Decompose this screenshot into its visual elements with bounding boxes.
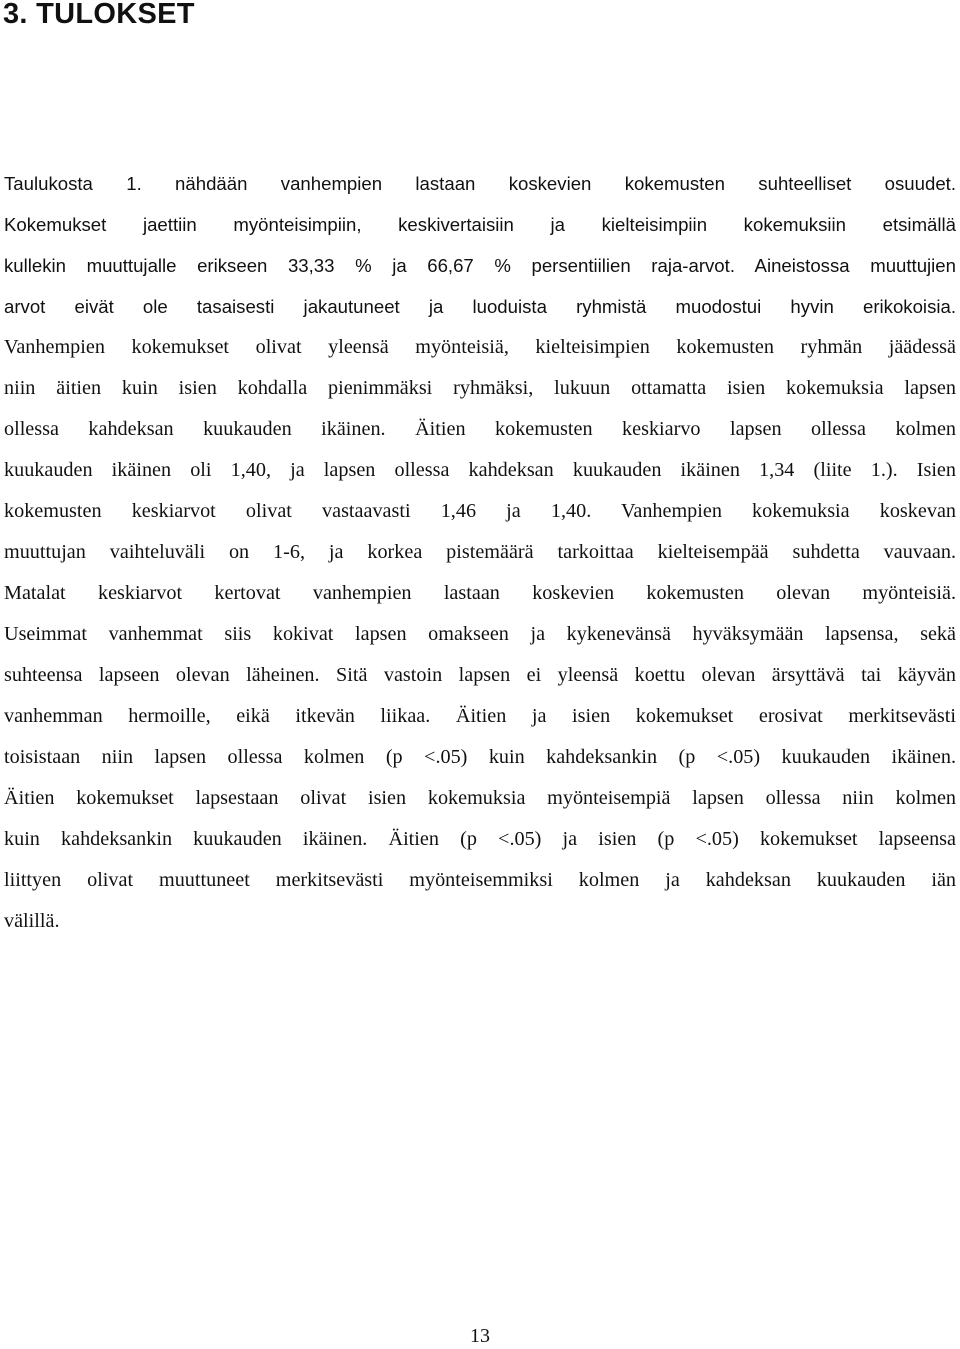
body-paragraph bbox=[4, 163, 956, 942]
paragraph-line: suhteensa lapseen olevan läheinen. Sitä vastoin lapsen ei yleensä koettu olevan ärsyttävä tai käyvän bbox=[4, 664, 956, 686]
paragraph-line: Äitien kokemukset lapsestaan olivat isien kokemuksia myönteisempiä lapsen ollessa niin kolmen bbox=[4, 787, 956, 809]
paragraph-line: toisistaan niin lapsen ollessa kolmen (p <.05) kuin kahdeksankin (p <.05) kuukauden ikäinen. bbox=[4, 746, 956, 768]
paragraph-line: kuin kahdeksankin kuukauden ikäinen. Äitien (p <.05) ja isien (p <.05) kokemukset lapseensa bbox=[4, 828, 956, 850]
paragraph-line: ollessa kahdeksan kuukauden ikäinen. Äitien kokemusten keskiarvo lapsen ollessa kolmen bbox=[4, 418, 956, 440]
paragraph-line: Vanhempien kokemukset olivat yleensä myönteisiä, kielteisimpien kokemusten ryhmän jäädessä bbox=[4, 336, 956, 358]
paragraph-line: niin äitien kuin isien kohdalla pienimmäksi ryhmäksi, lukuun ottamatta isien kokemuksia lapsen bbox=[4, 377, 956, 399]
page-number: 13 bbox=[470, 1325, 490, 1347]
paragraph-line: Taulukosta 1. nähdään vanhempien lastaan koskevien kokemusten suhteelliset osuudet. bbox=[4, 173, 956, 194]
section-heading: 3. TULOKSET bbox=[3, 0, 195, 30]
paragraph-line: Matalat keskiarvot kertovat vanhempien lastaan koskevien kokemusten olevan myönteisiä. bbox=[4, 582, 956, 604]
paragraph-line: arvot eivät ole tasaisesti jakautuneet ja luoduista ryhmistä muodostui hyvin erikokoisia. bbox=[4, 296, 956, 317]
paragraph-line: muuttujan vaihteluväli on 1-6, ja korkea pistemäärä tarkoittaa kielteisempää suhdetta vauvaan. bbox=[4, 541, 956, 563]
paragraph-line: kokemusten keskiarvot olivat vastaavasti 1,46 ja 1,40. Vanhempien kokemuksia koskevan bbox=[4, 500, 956, 522]
paragraph-line: Kokemukset jaettiin myönteisimpiin, keskivertaisiin ja kielteisimpiin kokemuksiin etsimällä bbox=[4, 214, 956, 235]
paragraph-line: liittyen olivat muuttuneet merkitsevästi myönteisemmiksi kolmen ja kahdeksan kuukauden iän bbox=[4, 869, 956, 891]
paragraph-line: välillä. bbox=[4, 910, 60, 932]
paragraph-line: Useimmat vanhemmat siis kokivat lapsen omakseen ja kykenevänsä hyväksymään lapsensa, sekä bbox=[4, 623, 956, 645]
paragraph-line: kullekin muuttujalle erikseen 33,33 % ja 66,67 % persentiilien raja-arvot. Aineistossa muuttujien bbox=[4, 255, 956, 276]
paragraph-line: vanhemman hermoille, eikä itkevän liikaa. Äitien ja isien kokemukset erosivat merkitsevästi bbox=[4, 705, 956, 727]
paragraph-line: kuukauden ikäinen oli 1,40, ja lapsen ollessa kahdeksan kuukauden ikäinen 1,34 (liite 1.). Isien bbox=[4, 459, 956, 481]
